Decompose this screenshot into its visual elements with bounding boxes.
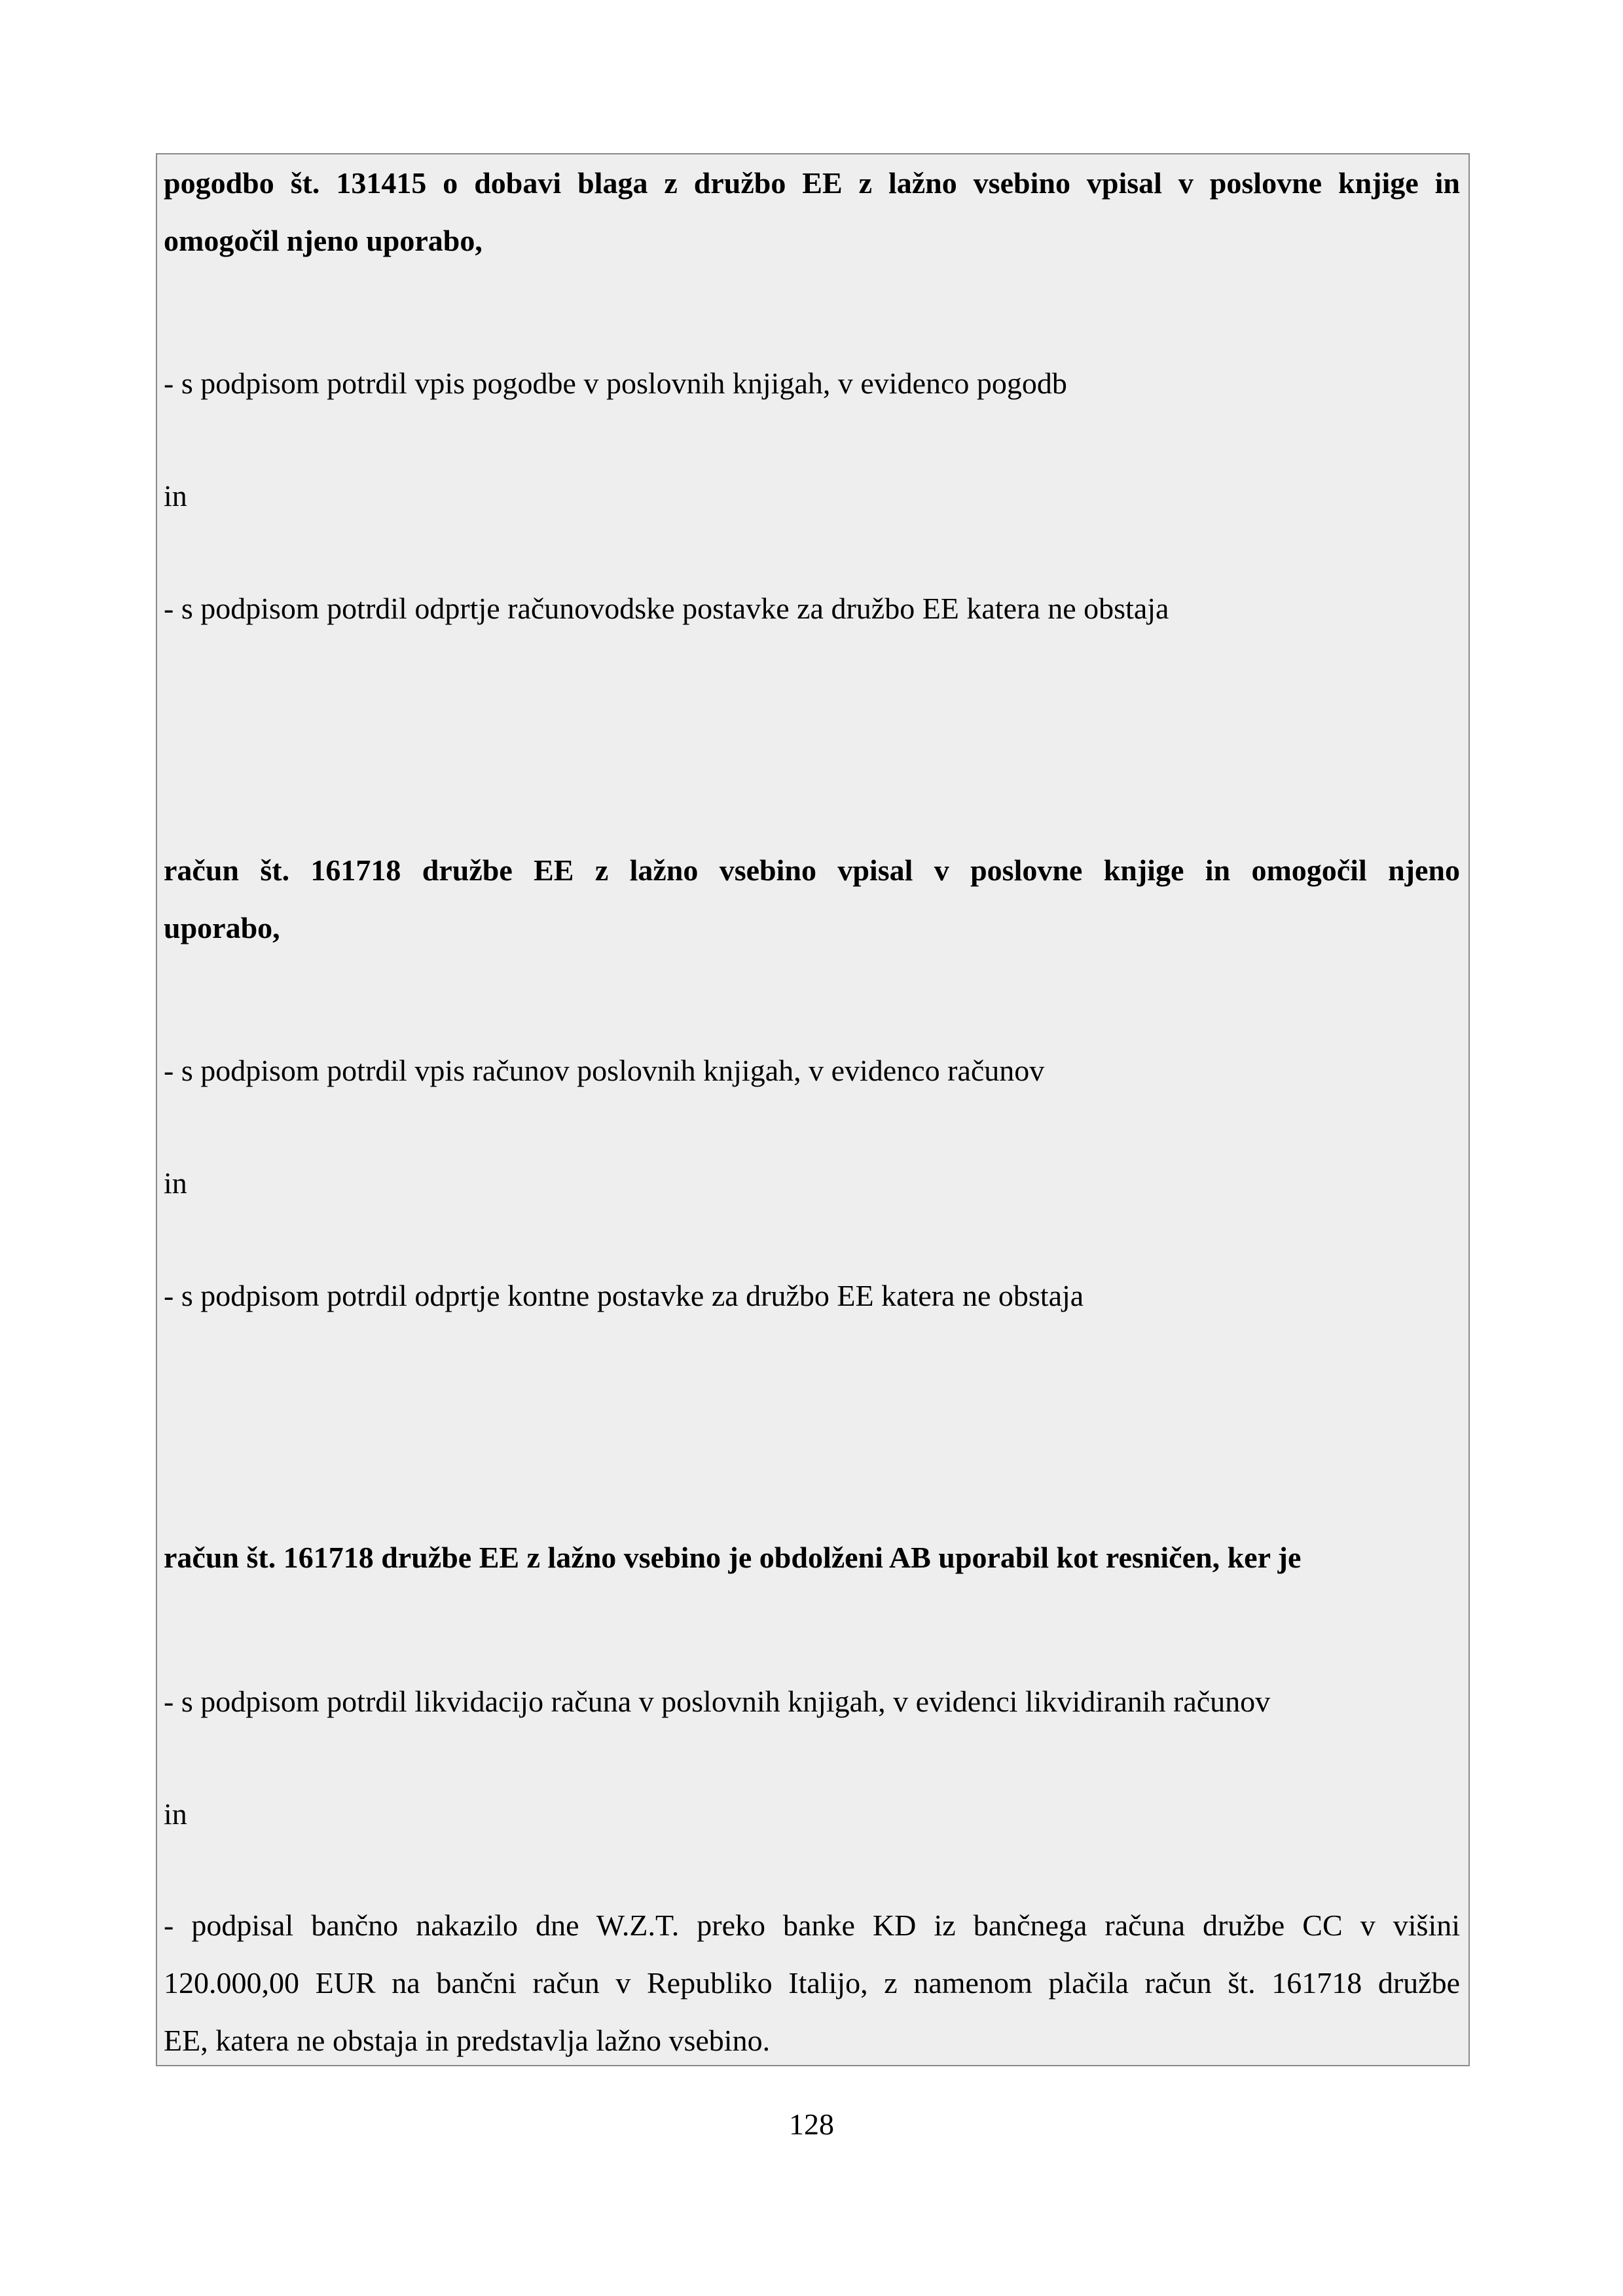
list-item-bank-transfer-line-1: - podpisal bančno nakazilo dne W.Z.T. preko banke KD iz bančnega računa družbe CC v višini [164, 1909, 1460, 1942]
paragraph-contract-line-2: omogočil njeno uporabo, [164, 224, 483, 257]
list-item-contract-entry: - s podpisom potrdil vpis pogodbe v poslovnih knjigah, v evidenco pogodb [164, 367, 1067, 400]
list-item-accounting-entry: - s podpisom potrdil odprtje računovodske postavke za družbo EE katera ne obstaja [164, 592, 1169, 625]
conjunction-in: in [164, 479, 187, 512]
list-item-account-entry: - s podpisom potrdil odprtje kontne postavke za družbo EE katera ne obstaja [164, 1279, 1084, 1312]
list-item-bank-transfer-line-2: 120.000,00 EUR na bančni račun v Republiko Italijo, z namenom plačila račun št. 161718 družbe [164, 1966, 1460, 2000]
highlighted-text-box [156, 153, 1470, 2066]
conjunction-in: in [164, 1797, 187, 1831]
list-item-bank-transfer-line-3: EE, katera ne obstaja in predstavlja lažno vsebino. [164, 2024, 771, 2057]
paragraph-invoice-line-2: uporabo, [164, 911, 280, 944]
conjunction-in: in [164, 1166, 187, 1200]
list-item-invoice-entry: - s podpisom potrdil vpis računov poslovnih knjigah, v evidenco računov [164, 1054, 1045, 1087]
paragraph-invoice-line-1: račun št. 161718 družbe EE z lažno vsebino vpisal v poslovne knjige in omogočil njeno [164, 853, 1460, 887]
page-number: 128 [789, 2108, 834, 2141]
paragraph-invoice-use: račun št. 161718 družbe EE z lažno vsebino je obdolženi AB uporabil kot resničen, ker je [164, 1541, 1302, 1574]
list-item-liquidation: - s podpisom potrdil likvidacijo računa v poslovnih knjigah, v evidenci likvidiranih računov [164, 1685, 1271, 1718]
paragraph-contract-line-1: pogodbo št. 131415 o dobavi blaga z družbo EE z lažno vsebino vpisal v poslovne knjige in [164, 166, 1460, 200]
